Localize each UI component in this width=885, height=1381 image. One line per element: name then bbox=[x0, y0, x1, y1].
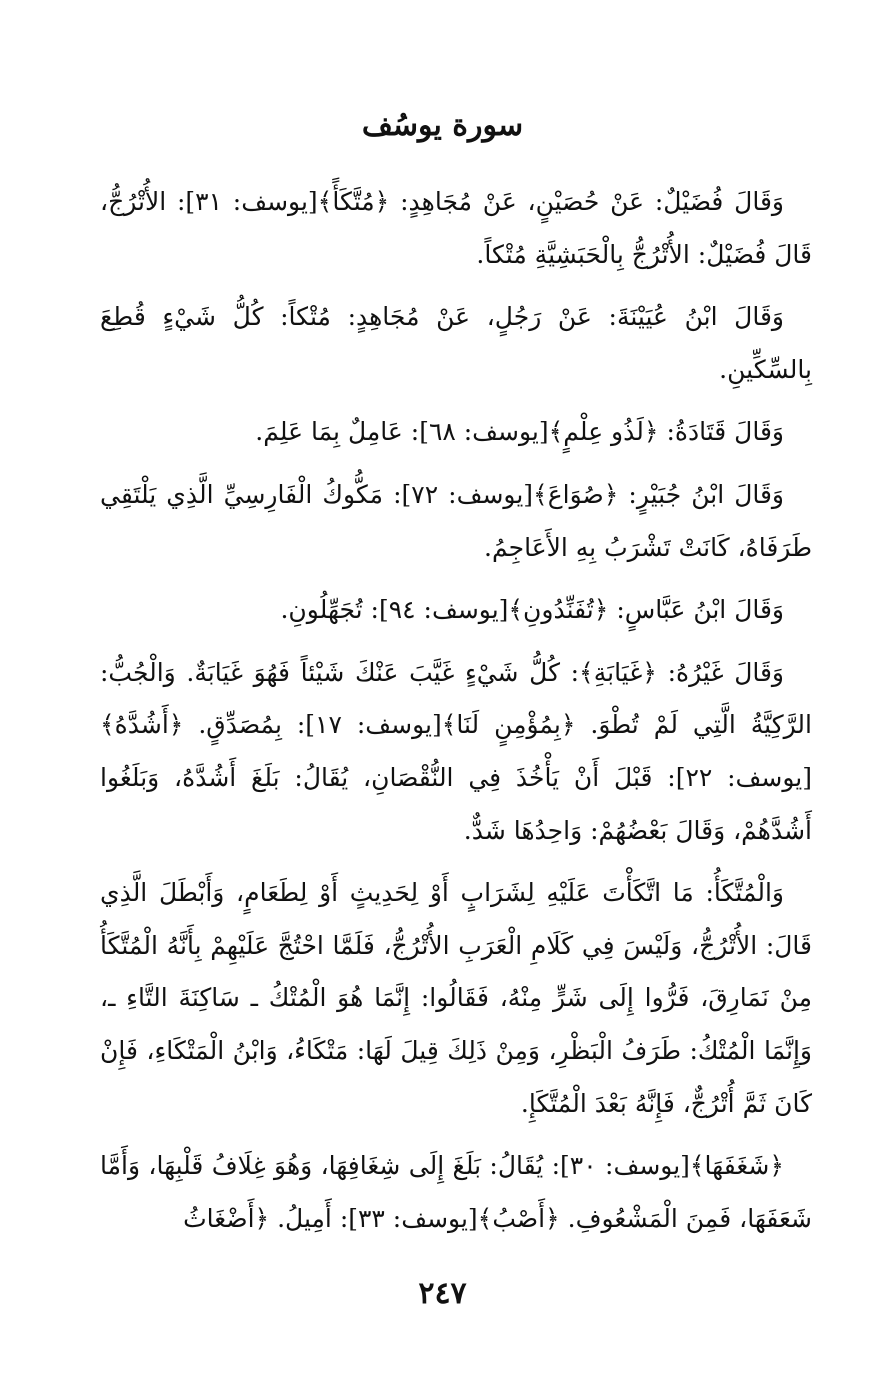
paragraph: وَقَالَ ابْنُ عَبَّاسٍ: ﴿تُفَنِّدُونِ﴾[يوسف: ٩٤]: تُجَهِّلُونِ. bbox=[280, 595, 784, 625]
page-number: ٢٤٧ bbox=[418, 1276, 467, 1311]
page-title: سورة يوسُف bbox=[361, 108, 524, 143]
body-text bbox=[100, 176, 812, 1245]
paragraph: وَالْمُتَّكَأُ: مَا اتَّكَأْتَ عَلَيْهِ لِشَرَابٍ أَوْ لِحَدِيثٍ أَوْ لِطَعَامٍ، وَأَبْطَلَ الَّذِي قَالَ: الأُتْرُجُّ، وَلَيْسَ فِي كَلَامِ الْعَرَبِ الأُتْرُجُّ، فَلَمَّا احْتُجَّ عَلَيْهِمْ بِأَنَّهُ الْمُتَّكَأُ مِنْ نَمَارِقَ، فَرُّوا إِلَى شَرٍّ مِنْهُ، فَقَالُوا: إِنَّمَا هُوَ الْمُتْكُ ـ سَاكِنَةَ التَّاءِ ـ، وَإِنَّمَا الْمُتْكُ: طَرَفُ الْبَظْرِ، وَمِنْ ذَلِكَ قِيلَ لَهَا: مَتْكَاءُ، وَابْنُ الْمَتْكَاءِ، فَإِنْ كَانَ ثَمَّ أُتْرُجٌّ، فَإِنَّهُ بَعْدَ الْمُتَّكَإِ. bbox=[100, 878, 812, 1118]
paragraph: وَقَالَ ابْنُ عُيَيْنَةَ: عَنْ رَجُلٍ، عَنْ مُجَاهِدٍ: مُتْكاً: كُلُّ شَيْءٍ قُطِعَ بِالسِّكِّينِ. bbox=[100, 302, 812, 384]
paragraph: وَقَالَ قَتَادَةُ: ﴿لَذُو عِلْمٍ﴾[يوسف: ٦٨]: عَامِلٌ بِمَا عَلِمَ. bbox=[255, 417, 784, 447]
paragraph: وَقَالَ فُضَيْلٌ: عَنْ حُصَيْنٍ، عَنْ مُجَاهِدٍ: ﴿مُتَّكَأً﴾[يوسف: ٣١]: الأُتْرُجُّ، قَالَ فُضَيْلٌ: الأُتْرُجُّ بِالْحَبَشِيَّةِ مُتْكاً. bbox=[100, 187, 812, 269]
paragraph: وَقَالَ غَيْرُهُ: ﴿غَيَابَةِ﴾: كُلُّ شَيْءٍ غَيَّبَ عَنْكَ شَيْئاً فَهُوَ غَيَابَةٌ. وَالْجُبُّ: الرَّكِيَّةُ الَّتِي لَمْ تُطْوَ. ﴿بِمُؤْمِنٍ لَنَا﴾[يوسف: ١٧]: بِمُصَدِّقٍ. ﴿أَشُدَّهُ﴾[يوسف: ٢٢]: قَبْلَ أَنْ يَأْخُذَ فِي النُّقْصَانِ، يُقَالُ: بَلَغَ أَشُدَّهُ، وَبَلَغُوا أَشُدَّهُمْ، وَقَالَ بَعْضُهُمْ: وَاحِدُهَا شَدٌّ. bbox=[100, 657, 813, 845]
paragraph: وَقَالَ ابْنُ جُبَيْرٍ: ﴿صُوَاعَ﴾[يوسف: ٧٢]: مَكُّوكُ الْفَارِسِيِّ الَّذِي يَلْتَقِي طَرَفَاهُ، كَانَتْ تَشْرَبُ بِهِ الأَعَاجِمُ. bbox=[100, 479, 812, 562]
paragraph: ﴿شَغَفَهَا﴾[يوسف: ٣٠]: يُقَالُ: بَلَغَ إِلَى شِغَافِهَا، وَهُوَ غِلَافُ قَلْبِهَا، وَأَمَّا شَعَفَهَا، فَمِنَ الْمَشْعُوفِ. ﴿أَصْبُ﴾[يوسف: ٣٣]: أَمِيلُ. ﴿أَضْغَاثُ bbox=[100, 1151, 812, 1233]
